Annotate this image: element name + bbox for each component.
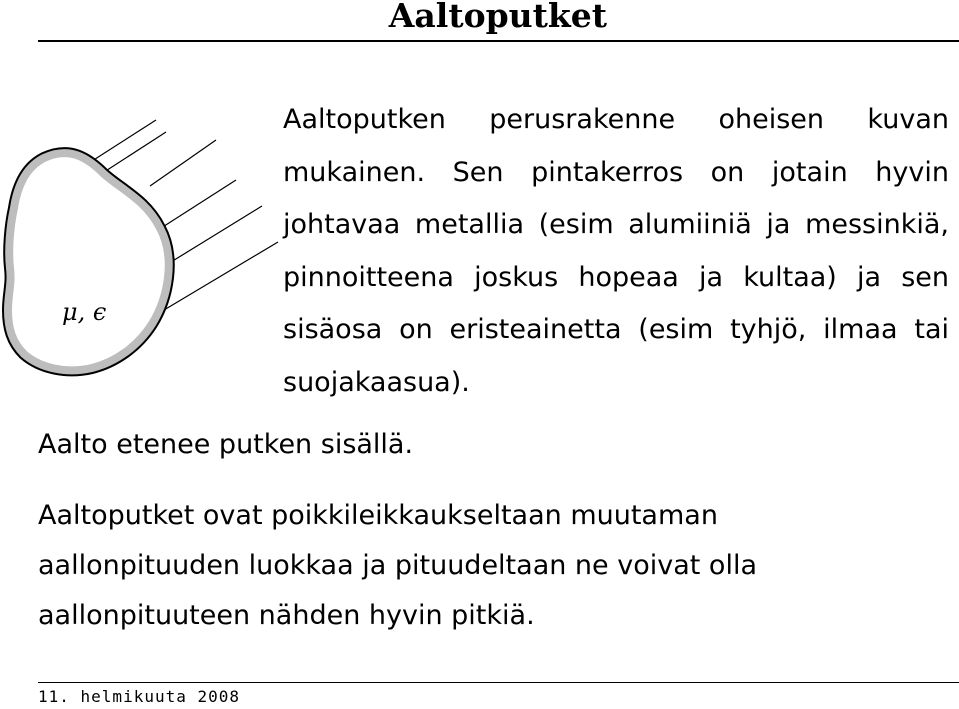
- waveguide-wall: [8, 153, 169, 370]
- tube-line-top-inner: [98, 132, 166, 176]
- tube-line-upper-right: [150, 140, 216, 186]
- material-parameters-label: μ, ϵ: [62, 298, 107, 326]
- tube-line-right-a: [158, 180, 236, 230]
- slide-title: Aaltoputket: [388, 0, 607, 35]
- footer-date: 11. helmikuuta 2008: [38, 687, 241, 706]
- intro-paragraph: Aaltoputken perusrakenne oheisen kuvan mukainen. Sen pintakerros on jotain hyvin johtavaa metallia (esim alumiiniä ja messinkiä, pinnoitteena joskus hopeaa ja kultaa) ja sen sisäosa on eristeainetta (esim tyhjö, ilmaa tai suojakaasua).: [283, 104, 949, 398]
- title-rule: [38, 40, 959, 42]
- body-paragraph: Aaltoputket ovat poikkileikkaukseltaan muutaman aallonpituuden luokkaa ja pituudeltaan ne voivat olla aallonpituuteen nähden hyvin pitkiä.: [38, 500, 757, 631]
- waveguide-figure: [0, 118, 280, 418]
- footer-rule: [38, 682, 959, 683]
- wave-caption: Aalto etenee putken sisällä.: [38, 429, 414, 460]
